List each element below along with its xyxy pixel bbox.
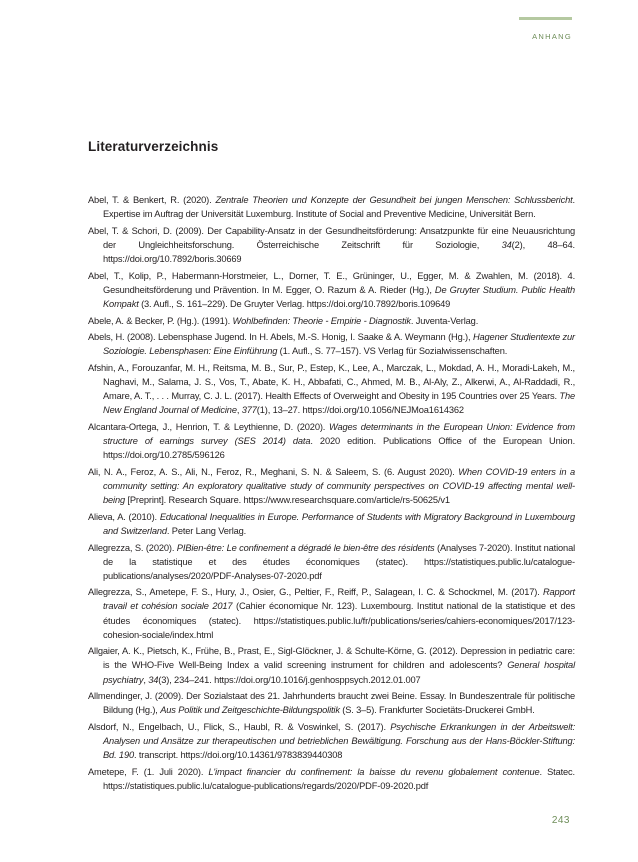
reference-entry: Abel, T., Kolip, P., Habermann-Horstmeier, L., Dorner, T. E., Grüninger, U., Egger, M. & Zwahlen, M. (2018). 4. Gesundheitsförderung und Prävention. In M. Egger, O. Razum & A. Rieder (Hg.), De Gruyter Studium. Public Health Kompakt (3. Aufl., S. 161–229). De Gruyter Verlag. https://doi.org/10.7892/boris.109649 [88, 270, 575, 309]
reference-entry: Allmendinger, J. (2009). Der Sozialstaat des 21. Jahrhunderts braucht zwei Beine. Essay. In Bundeszentrale für politische Bildung (Hg.), Aus Politik und Zeitgeschichte-Bildungspolitik (S. 3–5). Frankfurter Societäts-Druckerei GmbH. [88, 691, 575, 716]
reference-entry: Alcantara-Ortega, J., Henrion, T. & Leythienne, D. (2020). Wages determinants in the European Union: Evidence from structure of earnings survey (SES 2014) data. 2020 edition. Publications Office of the European Union. https://doi.org/10.2785/596126 [88, 421, 576, 461]
page-number: 243 [551, 815, 570, 826]
reference-list [88, 193, 575, 796]
reference-entry: Afshin, A., Forouzanfar, M. H., Reitsma, M. B., Sur, P., Estep, K., Lee, A., Marczak, L., Mokdad, A. H., Moradi-Lakeh, M., Naghavi, M., Salama, J. S., Vos, T., Abate, K. H., Abbafati, C., Ahmed, M. B., Al-Aly, Z., Alkerwi, A., Al-Raddadi, R., Amare, A. T., . . . Murray, C. J. L. (2017). Health Effects of Overweight and Obesity in 195 Countries over 25 Years. The New England Journal of Medicine, 377(1), 13–27. https://doi.org/10.1056/NEJMoa1614362 [88, 363, 575, 416]
reference-entry: Allegrezza, S., Ametepe, F. S., Hury, J., Osier, G., Peltier, F., Reiff, P., Salagean, I. C. & Schockmel, M. (2017). Rapport travail et cohésion sociale 2017 (Cahier économique Nr. 123). Luxembourg. Institut national de la statistique et des études économiques (statec). https://statistiques.public.lu/fr/publications/series/cahiers-economiques/2017/123-cohesion-sociale/index.html [88, 587, 576, 640]
reference-entry: Abel, T. & Schori, D. (2009). Der Capability-Ansatz in der Gesundheitsförderung: Ansatzpunkte für eine Neuausrichtung der Ungleichheitsforschung. Österreichische Zeitschrift für Soziologie, 34(2), 48–64. https://doi.org/10.7892/boris.30669 [88, 225, 575, 264]
reference-entry: Ametepe, F. (1. Juli 2020). L'impact financier du confinement: la baisse du revenu globalement contenue. Statec. https://statistiques.public.lu/catalogue-publications/regards/2020/PDF-09-2020.pdf [88, 766, 575, 791]
reference-entry: Allgaier, A. K., Pietsch, K., Frühe, B., Prast, E., Sigl-Glöckner, J. & Schulte-Körne, G. (2012). Depression in pediatric care: is the WHO-Five Well-Being Index a valid screening instrument for children and adolescents? General hospital psychiatry, 34(3), 234–241. https://doi.org/10.1016/j.genhosppsych.2012.01.007 [88, 646, 575, 685]
reference-entry: Abel, T. & Benkert, R. (2020). Zentrale Theorien und Konzepte der Gesundheit bei jungen Menschen: Schlussbericht. Expertise im Auftrag der Universität Luxemburg. Institute of Social and Preventive Medicine, Universität Bern. [88, 195, 575, 220]
reference-entry: Alsdorf, N., Engelbach, U., Flick, S., Haubl, R. & Voswinkel, S. (2017). Psychische Erkrankungen in der Arbeitswelt: Analysen und Ansätze zur therapeutischen und betrieblichen Bewältigung. Forschung aus der Hans-Böckler-Stiftung: Bd. 190. transcript. https://doi.org/10.14361/9783839440308 [88, 722, 575, 761]
reference-entry: Alieva, A. (2010). Educational Inequalities in Europe. Performance of Students with Migratory Background in Luxembourg and Switzerland. Peter Lang Verlag. [88, 511, 576, 536]
reference-entry: Ali, N. A., Feroz, A. S., Ali, N., Feroz, R., Meghani, S. N. & Saleem, S. (6. August 2020). When COVID-19 enters in a community setting: An exploratory qualitative study of community perspectives on COVID-19 affecting mental well-being [Preprint]. Research Square. https://www.researchsquare.com/article/rs-50625/v1 [88, 466, 575, 506]
reference-entry: Abels, H. (2008). Lebensphase Jugend. In H. Abels, M.-S. Honig, I. Saake & A. Weymann (Hg.), Hagener Studientexte zur Soziologie. Lebensphasen: Eine Einführung (1. Aufl., S. 77–157). VS Verlag für Sozialwissenschaften. [88, 332, 575, 357]
reference-entry: Allegrezza, S. (2020). PIBien-être: Le confinement a dégradé le bien-être des résidents (Analyses 7-2020). Institut national de la statistique et des études économiques (statec). https://statistiques.public.lu/catalogue-publications/analyses/2020/PDF-Analyses-07-2020.pdf [88, 542, 576, 581]
page-title: Literaturverzeichnis [88, 139, 219, 154]
reference-entry: Abele, A. & Becker, P. (Hg.). (1991). Wohlbefinden: Theorie - Empirie - Diagnostik. Juventa-Verlag. [88, 315, 479, 326]
header-accent-rule [519, 17, 572, 20]
section-label: ANHANG [532, 32, 572, 41]
